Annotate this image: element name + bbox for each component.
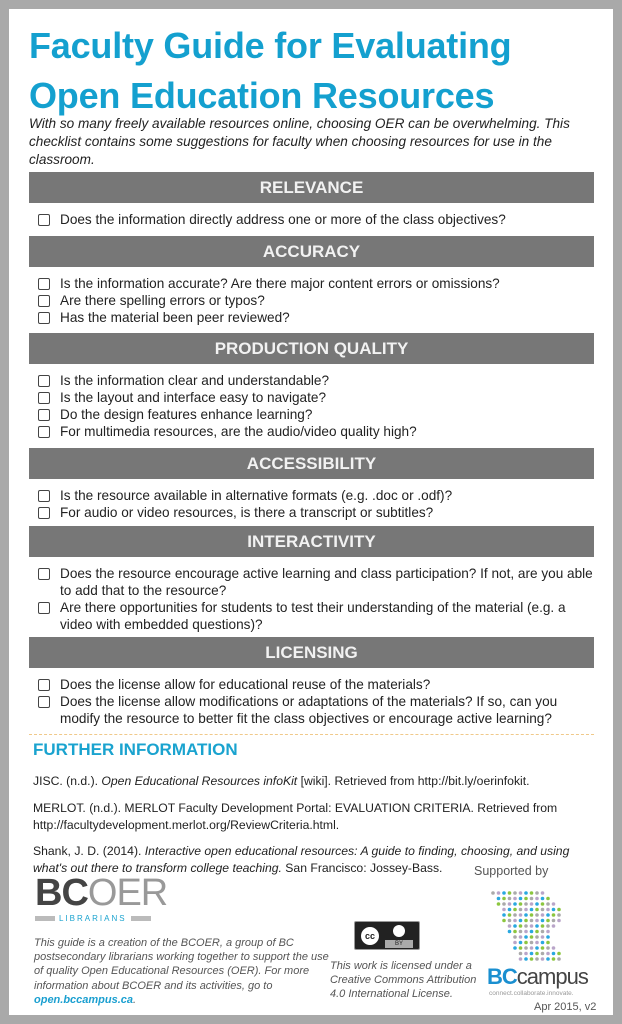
map-dot — [546, 902, 550, 906]
map-dot — [524, 919, 528, 923]
checklist-item-text: Has the material been peer reviewed? — [60, 310, 290, 325]
checklist-item — [38, 599, 594, 633]
map-dot — [519, 908, 523, 912]
map-dot — [524, 930, 528, 934]
reference-pre: Shank, J. D. (2014). — [33, 844, 145, 858]
section-header-interactivity: INTERACTIVITY — [29, 526, 594, 557]
checklist — [38, 487, 594, 521]
map-dot — [552, 902, 556, 906]
supported-by: Supported by — [474, 864, 549, 878]
further-info-heading: FURTHER INFORMATION — [33, 740, 238, 759]
checkbox[interactable] — [38, 409, 50, 421]
about-bcoer — [34, 936, 334, 1007]
section-header-licensing: LICENSING — [29, 637, 594, 668]
map-dot — [535, 902, 539, 906]
map-dot — [535, 935, 539, 939]
reference-pre: MERLOT. (n.d.). MERLOT Faculty Development Portal: EVALUATION CRITERIA. Retrieved from http://facultydevelopment.merlot.org/ReviewCriteria.html. — [33, 801, 558, 832]
checklist-item-text: Is the resource available in alternative formats (e.g. .doc or .odf)? — [60, 488, 453, 503]
checklist — [38, 275, 594, 326]
map-dot — [530, 902, 534, 906]
checkbox[interactable] — [38, 426, 50, 438]
map-dot — [502, 908, 506, 912]
map-dot — [502, 919, 506, 923]
map-dot — [519, 924, 523, 928]
map-dot — [535, 930, 539, 934]
intro-text: With so many freely available resources online, choosing OER can be overwhelming. This checklist contains some suggestions for faculty when choosing resources for use in the classroom. — [29, 116, 570, 167]
map-dot — [557, 957, 561, 961]
map-dot — [552, 924, 556, 928]
checkbox[interactable] — [38, 375, 50, 387]
map-dot — [530, 930, 534, 934]
map-dot — [530, 935, 534, 939]
checklist-item — [38, 389, 594, 406]
map-dot — [519, 913, 523, 917]
checklist-item — [38, 372, 594, 389]
checklist-item — [38, 406, 594, 423]
checkbox[interactable] — [38, 696, 50, 708]
map-dot — [530, 913, 534, 917]
map-dot — [519, 941, 523, 945]
attribution-icon — [393, 925, 405, 937]
map-dot — [541, 924, 545, 928]
about-period: . — [133, 993, 137, 1006]
checklist-item-text: For audio or video resources, is there a transcript or subtitles? — [60, 505, 434, 520]
checklist — [38, 211, 594, 228]
license-text: This work is licensed under a Creative Commons Attribution 4.0 International License. — [330, 960, 477, 1001]
title-line-2: Open Education Resources — [29, 75, 495, 116]
map-dot — [541, 897, 545, 901]
map-dot — [502, 897, 506, 901]
bccampus-campus: campus — [516, 964, 588, 989]
map-dot — [519, 891, 523, 895]
map-dot — [513, 930, 517, 934]
map-dot — [513, 919, 517, 923]
map-dot — [524, 913, 528, 917]
map-dot — [513, 908, 517, 912]
checklist-item — [38, 487, 594, 504]
map-dot — [508, 908, 512, 912]
map-dot — [546, 913, 550, 917]
map-dot — [557, 908, 561, 912]
map-dot — [541, 891, 545, 895]
map-dot — [530, 919, 534, 923]
map-dot — [535, 891, 539, 895]
map-dot — [546, 941, 550, 945]
checklist-item — [38, 292, 594, 309]
checklist-item-text: Are there opportunities for students to test their understanding of the material (e.g. a video with embedded questions)? — [60, 600, 566, 632]
checkbox[interactable] — [38, 312, 50, 324]
map-dot — [519, 897, 523, 901]
guide-page — [9, 9, 613, 1015]
map-dot — [535, 897, 539, 901]
map-dot — [519, 952, 523, 956]
map-dot — [524, 957, 528, 961]
checkbox[interactable] — [38, 507, 50, 519]
checklist — [38, 372, 594, 440]
map-dot — [519, 902, 523, 906]
map-dot — [524, 891, 528, 895]
checklist-item-text: Does the information directly address one or more of the class objectives? — [60, 212, 506, 227]
checklist-item — [38, 565, 594, 599]
reference-pre: JISC. (n.d.). — [33, 774, 102, 788]
map-dot — [508, 930, 512, 934]
map-dot — [530, 941, 534, 945]
map-dot — [535, 957, 539, 961]
map-dot — [508, 891, 512, 895]
checkbox[interactable] — [38, 568, 50, 580]
map-dot — [497, 897, 501, 901]
map-dot — [535, 946, 539, 950]
map-dot — [552, 908, 556, 912]
reference-italic: Open Educational Resources infoKit — [101, 774, 298, 788]
bccampus-tagline: connect.collaborate.innovate. — [489, 990, 574, 997]
map-dot — [541, 946, 545, 950]
cc-by-badge — [354, 921, 420, 950]
map-dot — [546, 924, 550, 928]
logo-oer: OER — [87, 872, 168, 914]
checkbox[interactable] — [38, 679, 50, 691]
map-dot — [552, 952, 556, 956]
map-dot — [546, 935, 550, 939]
bc-map-dots-icon — [489, 889, 574, 969]
map-dot — [541, 913, 545, 917]
map-dot — [519, 935, 523, 939]
bccampus-link[interactable]: open.bccampus.ca — [34, 993, 134, 1006]
section-header-accuracy: ACCURACY — [29, 236, 594, 267]
checkbox[interactable] — [38, 278, 50, 290]
checkbox[interactable] — [38, 295, 50, 307]
map-dot — [541, 952, 545, 956]
map-dot — [530, 924, 534, 928]
checklist-item — [38, 676, 594, 693]
map-dot — [552, 919, 556, 923]
checklist-item-text: Do the design features enhance learning? — [60, 407, 313, 422]
map-dot — [535, 913, 539, 917]
checklist-item-text: Is the information clear and understandable? — [60, 373, 330, 388]
checkbox[interactable] — [38, 214, 50, 226]
map-dot — [508, 919, 512, 923]
map-dot — [541, 908, 545, 912]
map-dot — [502, 891, 506, 895]
map-dot — [524, 897, 528, 901]
map-dot — [519, 946, 523, 950]
reference-italic: Interactive open educational resources: A guide to finding, choosing, and using what's out there to transform college teaching. — [33, 844, 570, 875]
map-dot — [546, 919, 550, 923]
checklist-item-text: Are there spelling errors or typos? — [60, 293, 265, 308]
title-line-1: Faculty Guide for Evaluating — [29, 25, 512, 66]
map-dot — [524, 941, 528, 945]
map-dot — [508, 897, 512, 901]
map-dot — [508, 913, 512, 917]
map-dot — [519, 930, 523, 934]
map-dot — [513, 913, 517, 917]
map-dot — [535, 919, 539, 923]
checklist-item — [38, 275, 594, 292]
logo-librarians: LIBRARIANS — [59, 914, 127, 923]
map-dot — [530, 897, 534, 901]
checklist-item — [38, 504, 594, 521]
map-dot — [546, 908, 550, 912]
map-dot — [530, 957, 534, 961]
map-dot — [524, 924, 528, 928]
checklist-item-text: Is the information accurate? Are there major content errors or omissions? — [60, 276, 500, 291]
map-dot — [530, 952, 534, 956]
map-dot — [502, 902, 506, 906]
map-dot — [513, 902, 517, 906]
map-dot — [552, 957, 556, 961]
map-dot — [552, 946, 556, 950]
map-dot — [552, 913, 556, 917]
page-title — [29, 21, 511, 121]
section-header-production-quality: PRODUCTION QUALITY — [29, 333, 594, 364]
map-dot — [557, 913, 561, 917]
map-dot — [530, 891, 534, 895]
map-dot — [508, 924, 512, 928]
map-dot — [513, 897, 517, 901]
reference — [33, 773, 603, 790]
map-dot — [557, 952, 561, 956]
map-dot — [535, 952, 539, 956]
map-dot — [546, 952, 550, 956]
map-dot — [541, 957, 545, 961]
checklist — [38, 565, 594, 633]
checklist-item-text: Does the license allow for educational reuse of the materials? — [60, 677, 431, 692]
map-dot — [546, 897, 550, 901]
version-label: Apr 2015, v2 — [534, 1001, 597, 1013]
map-dot — [513, 946, 517, 950]
map-dot — [546, 930, 550, 934]
checkbox[interactable] — [38, 392, 50, 404]
map-dot — [546, 946, 550, 950]
map-dot — [513, 941, 517, 945]
checklist — [38, 676, 594, 727]
map-dot — [502, 913, 506, 917]
checklist-item-text: Is the layout and interface easy to navigate? — [60, 390, 327, 405]
map-dot — [519, 919, 523, 923]
map-dot — [497, 891, 501, 895]
map-dot — [524, 935, 528, 939]
map-dot — [535, 924, 539, 928]
map-dot — [524, 908, 528, 912]
cc-icon: cc — [359, 925, 381, 947]
checklist-item — [38, 211, 594, 228]
map-dot — [557, 919, 561, 923]
checklist-item-text: For multimedia resources, are the audio/video quality high? — [60, 424, 417, 439]
about-text: This guide is a creation of the BCOER, a group of BC postsecondary librarians working together to support the use of quality Open Educational Resources (OER). For more information about BCOER and its activities, go to — [34, 937, 329, 992]
checkbox[interactable] — [38, 602, 50, 614]
logo-bc: BC — [35, 872, 88, 914]
checklist-item — [38, 423, 594, 440]
reference-post: [wiki]. Retrieved from http://bit.ly/oerinfokit. — [297, 774, 530, 788]
bcoer-logo — [35, 874, 167, 923]
bccampus-logo — [487, 965, 588, 989]
map-dot — [541, 902, 545, 906]
bccampus-bc: BC — [487, 964, 517, 989]
divider — [29, 734, 594, 735]
checklist-item — [38, 309, 594, 326]
map-dot — [491, 891, 495, 895]
map-dot — [508, 902, 512, 906]
map-dot — [497, 902, 501, 906]
map-dot — [541, 941, 545, 945]
map-dot — [535, 908, 539, 912]
checklist-item-text: Does the resource encourage active learning and class participation? If not, are you able to add that to the resource? — [60, 566, 593, 598]
map-dot — [524, 946, 528, 950]
map-dot — [513, 935, 517, 939]
map-dot — [530, 908, 534, 912]
reference-post: San Francisco: Jossey-Bass. — [281, 861, 443, 875]
section-header-accessibility: ACCESSIBILITY — [29, 448, 594, 479]
section-header-relevance: RELEVANCE — [29, 172, 594, 203]
map-dot — [541, 919, 545, 923]
map-dot — [513, 924, 517, 928]
map-dot — [524, 952, 528, 956]
map-dot — [535, 941, 539, 945]
map-dot — [546, 957, 550, 961]
map-dot — [541, 935, 545, 939]
checklist-item-text: Does the license allow modifications or adaptations of the materials? If so, can you modify the resource to better fit the class objectives or encourage active learning? — [60, 694, 558, 726]
reference — [33, 800, 603, 834]
map-dot — [524, 902, 528, 906]
map-dot — [541, 930, 545, 934]
map-dot — [513, 891, 517, 895]
map-dot — [530, 946, 534, 950]
checkbox[interactable] — [38, 490, 50, 502]
map-dot — [519, 957, 523, 961]
by-label: BY — [385, 940, 413, 948]
checklist-item — [38, 693, 594, 727]
